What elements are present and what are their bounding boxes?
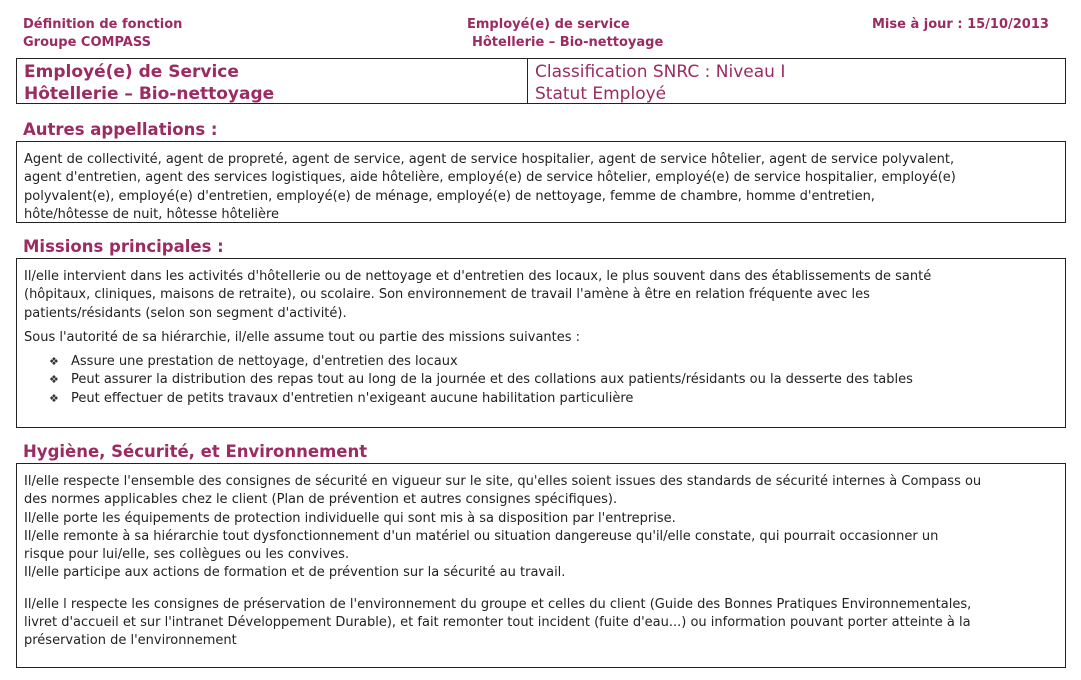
appellations-line: agent d'entretien, agent des services logistiques, aide hôtelière, employé(e) de service hôtelier, employé(e) de service hospitalier, employé(e) (24, 170, 956, 186)
mission-text: Assure une prestation de nettoyage, d'entretien des locaux (71, 354, 458, 370)
appellations-line: hôte/hôtesse de nuit, hôtesse hôtelière (24, 206, 279, 222)
hse-line: des normes applicables chez le client (Plan de prévention et autres consignes spécifiques). (24, 492, 618, 508)
list-item (49, 371, 1059, 389)
header-job-title: Employé(e) de service (467, 17, 630, 32)
classification-cell (528, 59, 1065, 103)
missions-list (24, 353, 1059, 408)
job-title-cell (17, 59, 528, 103)
hse-line: Il/elle respecte l'ensemble des consignes de sécurité en vigueur sur le site, qu'elles soient issues des standards de sécurité internes à Compass ou (24, 474, 982, 489)
section-title-missions: Missions principales : (23, 237, 224, 256)
job-title: Employé(e) de Service (24, 62, 239, 82)
company-name: Groupe COMPASS (23, 35, 151, 50)
hse-line: Il/elle porte les équipements de protection individuelle qui sont mis à sa disposition par l'entreprise. (24, 510, 676, 526)
hse-env-line: préservation de l'environnement (24, 633, 237, 649)
hse-env-line: Il/elle l respecte les consignes de préservation de l'environnement du groupe et celles du client (Guide des Bonnes Pratiques Environnementales, (24, 596, 972, 612)
appellations-line: Agent de collectivité, agent de propreté, agent de service, agent de service hospitalier, agent de service hôtelier, agent de service polyvalent, (24, 152, 955, 167)
diamond-bullet-icon: ❖ (49, 355, 59, 369)
classification: Classification SNRC : Niveau I (535, 62, 786, 82)
header-left (23, 16, 182, 52)
update-date: Mise à jour : 15/10/2013 (872, 17, 1049, 32)
list-item (49, 353, 1059, 371)
appellations-box (16, 141, 1066, 223)
hse-line: risque pour lui/elle, ses collègues ou les convives. (24, 547, 350, 563)
section-title-appellations: Autres appellations : (23, 120, 218, 139)
diamond-bullet-icon: ❖ (49, 391, 59, 405)
job-subtitle: Hôtellerie – Bio-nettoyage (24, 84, 275, 104)
section-title-hse: Hygiène, Sécurité, et Environnement (23, 442, 368, 461)
mission-text: Peut effectuer de petits travaux d'entretien n'exigeant aucune habilitation particulière (71, 390, 634, 406)
appellations-line: polyvalent(e), employé(e) d'entretien, employé(e) de ménage, employé(e) de nettoyage, femme de chambre, homme d'entretien, (24, 188, 875, 204)
list-item (49, 390, 1059, 408)
statut: Statut Employé (535, 84, 667, 104)
missions-intro-line: Il/elle intervient dans les activités d'hôtellerie ou de nettoyage et d'entretien des locaux, le plus souvent dans des établissements de santé (24, 269, 932, 284)
doc-type: Définition de fonction (23, 17, 183, 32)
missions-box (16, 258, 1066, 428)
hse-line: Il/elle participe aux actions de formation et de prévention sur la sécurité au travail. (24, 565, 566, 581)
hse-env-line: livret d'accueil et sur l'intranet Développement Durable), et fait remonter tout incident (fuite d'eau...) ou information pouvant porter atteinte à la (24, 615, 971, 631)
hse-line: Il/elle remonte à sa hiérarchie tout dysfonctionnement d'un matériel ou situation dangereuse qu'il/elle constate, qui pourrait occasionner un (24, 528, 939, 544)
missions-intro-line: patients/résidants (selon son segment d'activité). (24, 305, 347, 321)
mission-text: Peut assurer la distribution des repas tout au long de la journée et des collations aux patients/résidants ou la desserte des tables (71, 372, 913, 388)
missions-lead: Sous l'autorité de sa hiérarchie, il/elle assume tout ou partie des missions suivantes : (24, 329, 581, 345)
header-job-subtitle: Hôtellerie – Bio-nettoyage (472, 35, 664, 50)
title-box (16, 58, 1066, 104)
diamond-bullet-icon: ❖ (49, 373, 59, 387)
header-center (467, 16, 663, 52)
hse-box (16, 463, 1066, 668)
missions-intro-line: (hôpitaux, cliniques, maisons de retraite), ou scolaire. Son environnement de travail l'amène à être en relation fréquente avec les (24, 287, 870, 303)
